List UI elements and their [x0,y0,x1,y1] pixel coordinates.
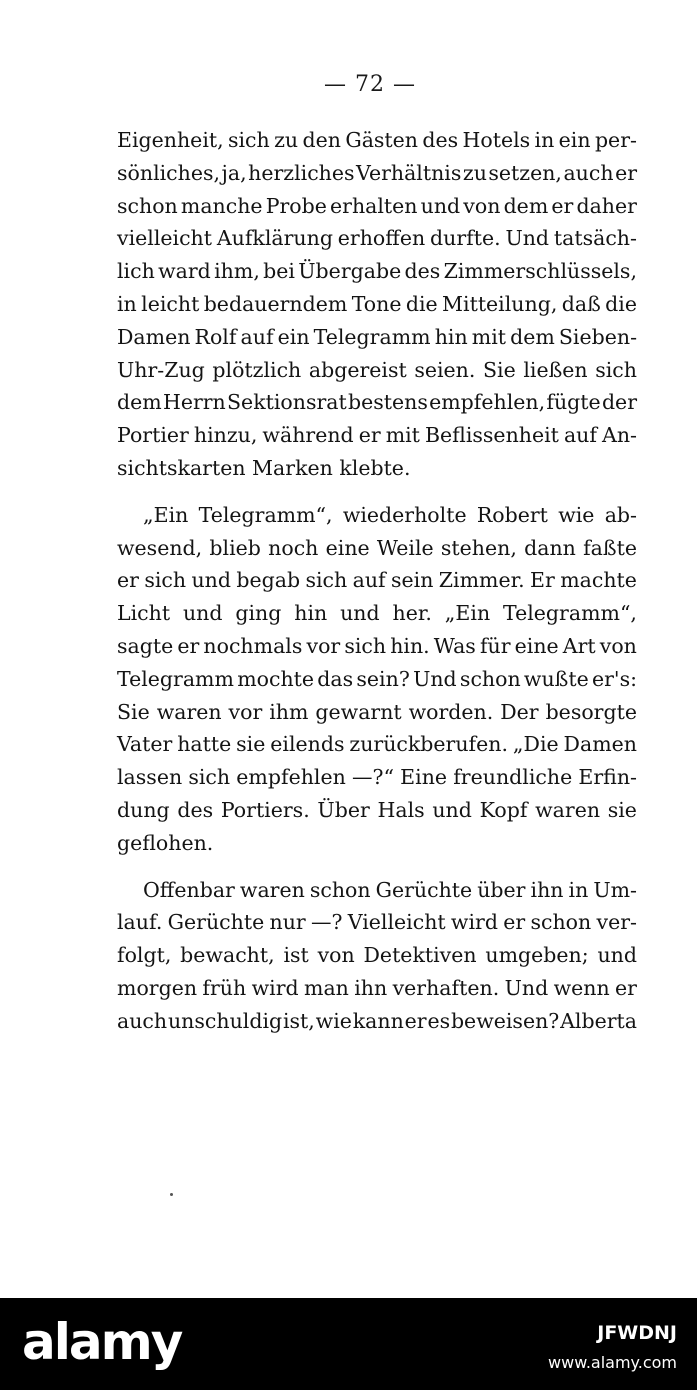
text-line: sichtskarten Marken klebte. [117,455,411,480]
text-line: Telegramm mochte das sein? Und schon wußte er's: [117,666,637,691]
text-line: in leicht bedauerndem Tone die Mitteilung, daß die [117,291,637,316]
text-line: dem Herrn Sektionsrat bestens empfehlen, fügte der [117,390,637,415]
watermark-banner [0,1298,697,1390]
text-line: Uhr-Zug plötzlich abgereist seien. Sie ließen sich [117,357,637,382]
text-line: lich ward ihm, bei Übergabe des Zimmerschlüssels, [117,259,637,284]
image-id: JFWDNJ [597,1322,677,1344]
text-line: Damen Rolf auf ein Telegramm hin mit dem Sieben- [117,324,637,349]
text-line: sagte er nochmals vor sich hin. Was für eine Art von [117,633,637,658]
text-line: geflohen. [117,830,214,855]
text-line: morgen früh wird man ihn verhaften. Und wenn er [117,975,637,1000]
alamy-logo: alamy [22,1313,182,1371]
text-line: wesend, blieb noch eine Weile stehen, dann faßte [117,535,637,560]
paragraph [117,874,637,1038]
text-line: schon manche Probe erhalten und von dem er daher [117,193,637,218]
text-line: Sie waren vor ihm gewarnt worden. Der besorgte [117,699,637,724]
text-line: Vater hatte sie eilends zurückberufen. „Die Damen [117,732,637,757]
text-line: Offenbar waren schon Gerüchte über ihn in Um- [143,877,637,902]
text-line: Eigenheit, sich zu den Gästen des Hotels in ein per- [117,128,637,152]
page-number: — 72 — [324,72,416,97]
text-line: lassen sich empfehlen —?“ Eine freundliche Erfin- [117,765,637,790]
text-line: vielleicht Aufklärung erhoffen durfte. Und tatsäch- [117,226,637,251]
body-text [117,124,637,1038]
text-line: „Ein Telegramm“, wiederholte Robert wie ab- [143,502,637,527]
paragraph [117,499,637,860]
text-line: er sich und begab sich auf sein Zimmer. Er machte [117,568,637,593]
site-url: www.alamy.com [548,1353,677,1372]
text-line: Portier hinzu, während er mit Beflissenheit auf An- [117,423,637,448]
text-line: lauf. Gerüchte nur —? Vielleicht wird er schon ver- [117,910,637,935]
text-line: sönliches, ja, herzliches Verhältnis zu setzen, auch er [117,160,637,185]
text-line: Licht und ging hin und her. „Ein Telegramm“, [117,601,637,626]
paragraph [117,124,637,485]
text-line: folgt, bewacht, ist von Detektiven umgeben; und [117,943,637,968]
text-line: dung des Portiers. Über Hals und Kopf waren sie [117,797,637,822]
text-line: auch unschuldig ist, wie kann er es beweisen? Alberta [117,1008,637,1033]
ink-speck [170,1193,173,1196]
